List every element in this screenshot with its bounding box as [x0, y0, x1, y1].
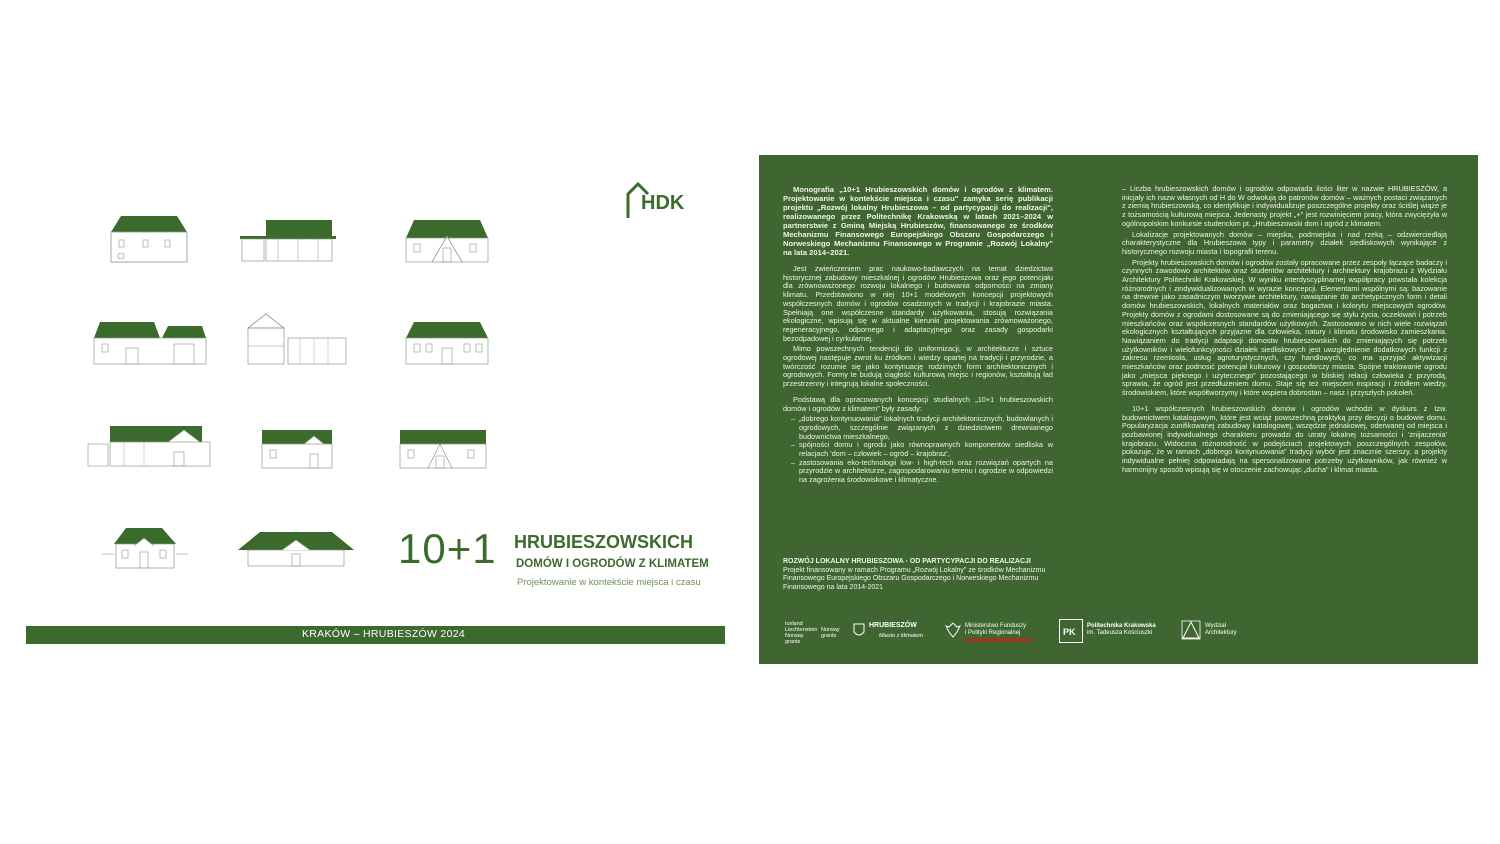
funding-note — [783, 558, 1073, 592]
right-text-column — [1122, 185, 1447, 477]
front-cover — [26, 152, 726, 644]
book-subtitle: DOMÓW I OGRODÓW Z KLIMATEM — [516, 558, 709, 570]
wydzial-architektury-logo: Wydział Architektury — [1181, 617, 1271, 647]
footer-band — [26, 626, 725, 644]
house-drawing-7 — [84, 422, 214, 470]
crest-icon — [853, 623, 865, 639]
left-text-column — [783, 185, 1053, 487]
red-stripe — [965, 639, 1031, 641]
principles-list — [783, 415, 1053, 485]
paragraph: Podstawą dla opracowanych koncepcji studialnych „10+1 hrubieszowskich domów i ogrodów z klimatem" były zasady: — [783, 394, 1053, 413]
funding-text: Projekt finansowany w ramach Programu „Rozwój Lokalny" ze środków Mechanizmu Finansowego Europejskiego Obszaru Gospodarczego i Norweskiego Mechanizmu Finansowego na lata 2014-2021 — [783, 566, 1046, 591]
paragraph: 10+1 współczesnych hrubieszowskich domów i ogrodów wchodzi w dyskurs z tzw. budownictwem katalogowym, które jest wciąż powszechną praktyką przy decyzji o budowie domu. Popularyzacja zunifikowanej zabudowy katalogowej, wszędzie jednakowej, oderwanej od miejsca i pozbawionej indywidualnego charakteru prowadzi do utraty lokalnej tożsamości i 'znijaczenia' krajobrazu. Widoczna różnorodność w podejściach projektowych poszczególnych zespołów, pokazuje, że w ramach „dobrego kontynuowania" tradycji wybór jest znacznie szerszy, a projekty indywidualne pełniej odpowiadają na spersonalizowane potrzeby użytkowników, jak również w harmonijny sposób wpisują się w otoczenie zachowując „ducha" i klimat miasta. — [1122, 403, 1447, 474]
house-drawing-2 — [238, 214, 338, 264]
faculty-icon — [1181, 620, 1201, 640]
partner-logos — [785, 617, 1455, 647]
paragraph: Jest zwieńczeniem prac naukowo-badawczych na temat dziedzictwa historycznej zabudowy mieszkalnej i ogrodów Hrubieszowa oraz jego potencjału dla zrównoważonego rozwoju lokalnego i budowania odporności na zmiany klimatu. Przedstawiono w niej 10+1 modelowych koncepcji projektowych współczesnych domów i ogrodów osadzonych w tradycji i krajobrazie miasta. Spełniają one współczesne standardy użytkowania, stosują rozwiązania ekologiczne, wpisują się w aktualne kierunki projektowania zrównoważonego, regeneracyjnego, odpornego i adaptacyjnego oraz zasady gospodarki bezodpadowej i cyrkularnej. — [783, 264, 1053, 343]
hrubieszow-logo: HRUBIESZÓW Miasto z klimatem — [853, 617, 933, 647]
list-item: – zastosowania eko-technologii low- i high-tech oraz rozwiązań opartych na przyrodzie w architekturze, zagospodarowaniu terenu i ogrodzie w odpowiedzi na zagrożenia środowiskowe i klimatyczne. — [793, 459, 1053, 485]
politechnika-krakowska-logo: PK Politechnika Krakowska im. Tadeusza Kościuszki — [1059, 617, 1169, 647]
house-drawing-6 — [402, 318, 492, 368]
paragraph: Projekty hrubieszowskich domów i ogrodów zostały opracowane przez zespoły łączące badaczy i czynnych zawodowo architektów oraz studentów architektury i architektury krajobrazu z Wydziału Architektury Politechniki Krakowskiej. W wyniku interdyscyplinarnej współpracy powstała kolekcja różnorodnych i zindywidualizowanych w wyrazie koncepcji. Elementami wspólnymi są: bazowanie na drewnie jako zasadniczym tworzywie architektury, nawiązanie do archetypicznych form i detali domów hrubieszowskich, lokalnych materiałów oraz bogactwa i kolorytu miejscowych ogrodów. Projekty domów z ogrodami dostosowane są do zmieniającego się stylu życia, oczekiwań i potrzeb mieszkańców oraz współczesnych standardów użytkowych. Zastosowano w nich wiele rozwiązań ekologicznych kształtujących przyjazne dla człowieka, natury i klimatu środowisko zamieszkania. Nawiązaniem do tradycji adaptacji domostw hrubieszowskich do zmieniających się potrzeb użytkowników i wielofunkcyjności działek siedliskowych jest uwzględnienie dodatkowych funkcji z zakresu rzemiosła, usług agroturystycznych, czy handlowych, co ma sprzyjać aktywizacji mieszkańców oraz podnosić potencjał kulturowy i gospodarczy miasta. Spójne traktowanie ogrodu jako „miejsca pięknego i użytecznego" pozostającego w bliskiej relacji człowieka z przyrodą, sprawia, że ogród jest przedłużeniem domu. Staje się też miejscem inspiracji i źródłem wiedzy, środowiskiem, które współtworzymy i które wspiera dobrostan – nasz i przyszłych pokoleń. — [1122, 257, 1447, 398]
house-drawing-3 — [402, 216, 492, 266]
back-cover — [759, 155, 1478, 664]
hdk-logo — [626, 180, 692, 220]
house-drawing-4 — [90, 318, 210, 368]
list-item: – „dobrego kontynuowania" lokalnych tradycji architektonicznych, budowlanych i ogrodowych, szczególnie związanych z dziedzictwem drewnianego budownictwa mieszkalnego, — [793, 415, 1053, 441]
house-drawing-8 — [260, 426, 336, 470]
ministry-logo: Ministerstwo Funduszy i Polityki Regionalnej — [945, 617, 1055, 647]
list-item: – spójności domu i ogrodu jako równoprawnych komponentów siedliska w relacjach 'dom – człowiek – ogród – krajobraz', — [793, 441, 1053, 458]
footer-place-year: KRAKÓW – HRUBIESZÓW 2024 — [302, 628, 465, 640]
eagle-icon — [945, 621, 961, 639]
book-tagline: Projektowanie w kontekście miejsca i czasu — [517, 577, 701, 588]
house-drawing-11 — [234, 526, 358, 570]
lead-paragraph: Monografia „10+1 Hrubieszowskich domów i ogrodów z klimatem. Projektowanie w kontekście miejsca i czasu" zamyka serię publikacji projektu „Rozwój lokalny Hrubieszowa – od partycypacji do realizacji", realizowanego przez Politechnikę Krakowską w latach 2021–2024 w partnerstwie z Gminą Miejską Hrubieszów, finansowanego ze środków Mechanizmu Finansowego Europejskiego Obszaru Gospodarczego i Norweskiego Mechanizmu Finansowego w Programie „Rozwój Lokalny" na lata 2014–2021. — [783, 185, 1053, 257]
house-drawing-1 — [103, 214, 193, 264]
book-number: 10+1 — [398, 525, 497, 572]
paragraph: Mimo powszechnych tendencji do uniformizacji, w architekturze i sztuce ogrodowej następuje zwrot ku źródłom i wiedzy opartej na tradycji i przyrodzie, a twórczość rozumie się jako kontynuację rodzimych form architektonicznych i ogrodowych. Formy te budują ciągłość kulturową miejsc i regionów, kształtują ład przestrzenny i integrują lokalne społeczności. — [783, 344, 1053, 389]
house-drawing-5 — [244, 310, 350, 366]
house-drawing-10 — [100, 524, 190, 572]
paragraph: – Liczba hrubieszowskich domów i ogrodów odpowiada ilości liter w nazwie HRUBIESZÓW, a inicjały ich nazw własnych od H do W odwołują do patronów domów – ważnych postaci związanych z ziemią hrubieszowską, co identyfikuje i indywidualizuje poszczególne projekty oraz ściślej wiąże je z tożsamością kulturową miejsca. Jedenasty projekt „+" jest rozwinięciem pracy, która zwyciężyła w ogólnopolskim konkursie studenckim pt. „Hrubieszowski dom i ogród z klimatem. — [1122, 184, 1447, 228]
house-drawing-9 — [398, 426, 488, 470]
funding-heading: ROZWÓJ LOKALNY HRUBIESZOWA - OD PARTYCYPACJI DO REALIZACJI — [783, 558, 1031, 565]
book-title: HRUBIESZOWSKICH — [514, 532, 693, 552]
logo-text: HDK — [641, 192, 685, 214]
eea-norway-grants-logo: Iceland Liechtenstein Norway grants Norway grants — [785, 621, 840, 645]
paragraph: Lokalizacje projektowanych domów – miejska, podmiejska i nad rzeką – odzwierciedlają charakterystyczne dla Hrubieszowa typy i parametry działek siedliskowych wynikające z historycznego rozwoju miasta i topografii terenu. — [1122, 229, 1447, 256]
